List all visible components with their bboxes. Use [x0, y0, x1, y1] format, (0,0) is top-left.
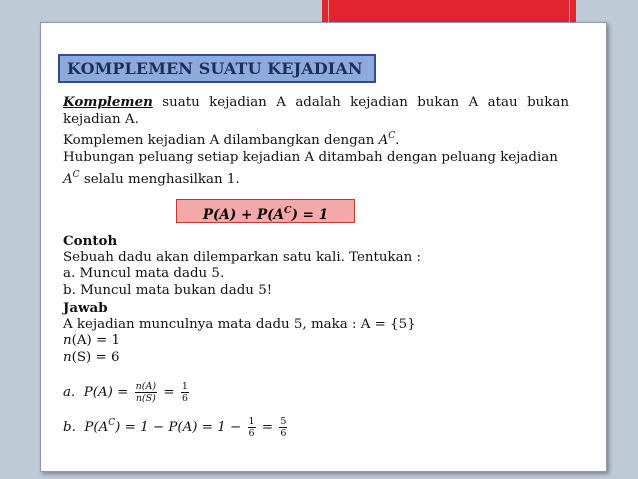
slide-title: KOMPLEMEN SUATU KEJADIAN: [58, 54, 376, 83]
fraction-nA-nS: $\frac{n(A)}{n(S)}$: [135, 381, 157, 404]
fraction-1-6-b: $\frac{1}{6}$: [248, 416, 255, 439]
complement-formula-box: $P(A) + P(A^C) = 1$: [176, 199, 355, 223]
definition-line-5: $A^C$ selalu menghasilkan 1.: [63, 169, 240, 187]
answer-nA: n(A) = 1: [63, 333, 120, 349]
example-question: Sebuah dadu akan dilemparkan satu kali. Tentukan :: [63, 249, 422, 265]
example-item-b: b. Muncul mata bukan dadu 5!: [63, 283, 273, 299]
definition-line-1: Komplemen suatu kejadian A adalah kejadian bukan A atau bukan: [63, 94, 569, 110]
answer-nS: n(S) = 6: [63, 349, 120, 365]
answer-heading: Jawab: [63, 299, 108, 316]
term-komplemen: Komplemen: [63, 94, 153, 110]
example-heading: Contoh: [63, 233, 118, 249]
fraction-5-6: $\frac{5}{6}$: [280, 416, 287, 439]
definition-line-2: kejadian A.: [63, 111, 139, 127]
answer-a-equation: a. P(A) = $\frac{n(A)}{n(S)}$ = $\frac{1}{6}$: [63, 381, 188, 404]
example-section: [63, 233, 569, 367]
fraction-1-6: $\frac{1}{6}$: [181, 381, 188, 404]
definition-paragraph: [63, 94, 569, 189]
definition-line-3: Komplemen kejadian A dilambangkan dengan $A^C$.: [63, 131, 400, 149]
definition-line-4: Hubungan peluang setiap kejadian A ditambah dengan peluang kejadian: [63, 150, 558, 166]
answer-b-equation: b. $P(A^C) = 1 - P(A) = 1$ − $\frac{1}{6}$ = $\frac{5}{6}$: [63, 416, 287, 439]
answer-line-1: A kejadian munculnya mata dadu 5, maka : A = {5}: [63, 316, 416, 332]
slide: [40, 22, 607, 472]
example-item-a: a. Muncul mata dadu 5.: [63, 266, 225, 282]
